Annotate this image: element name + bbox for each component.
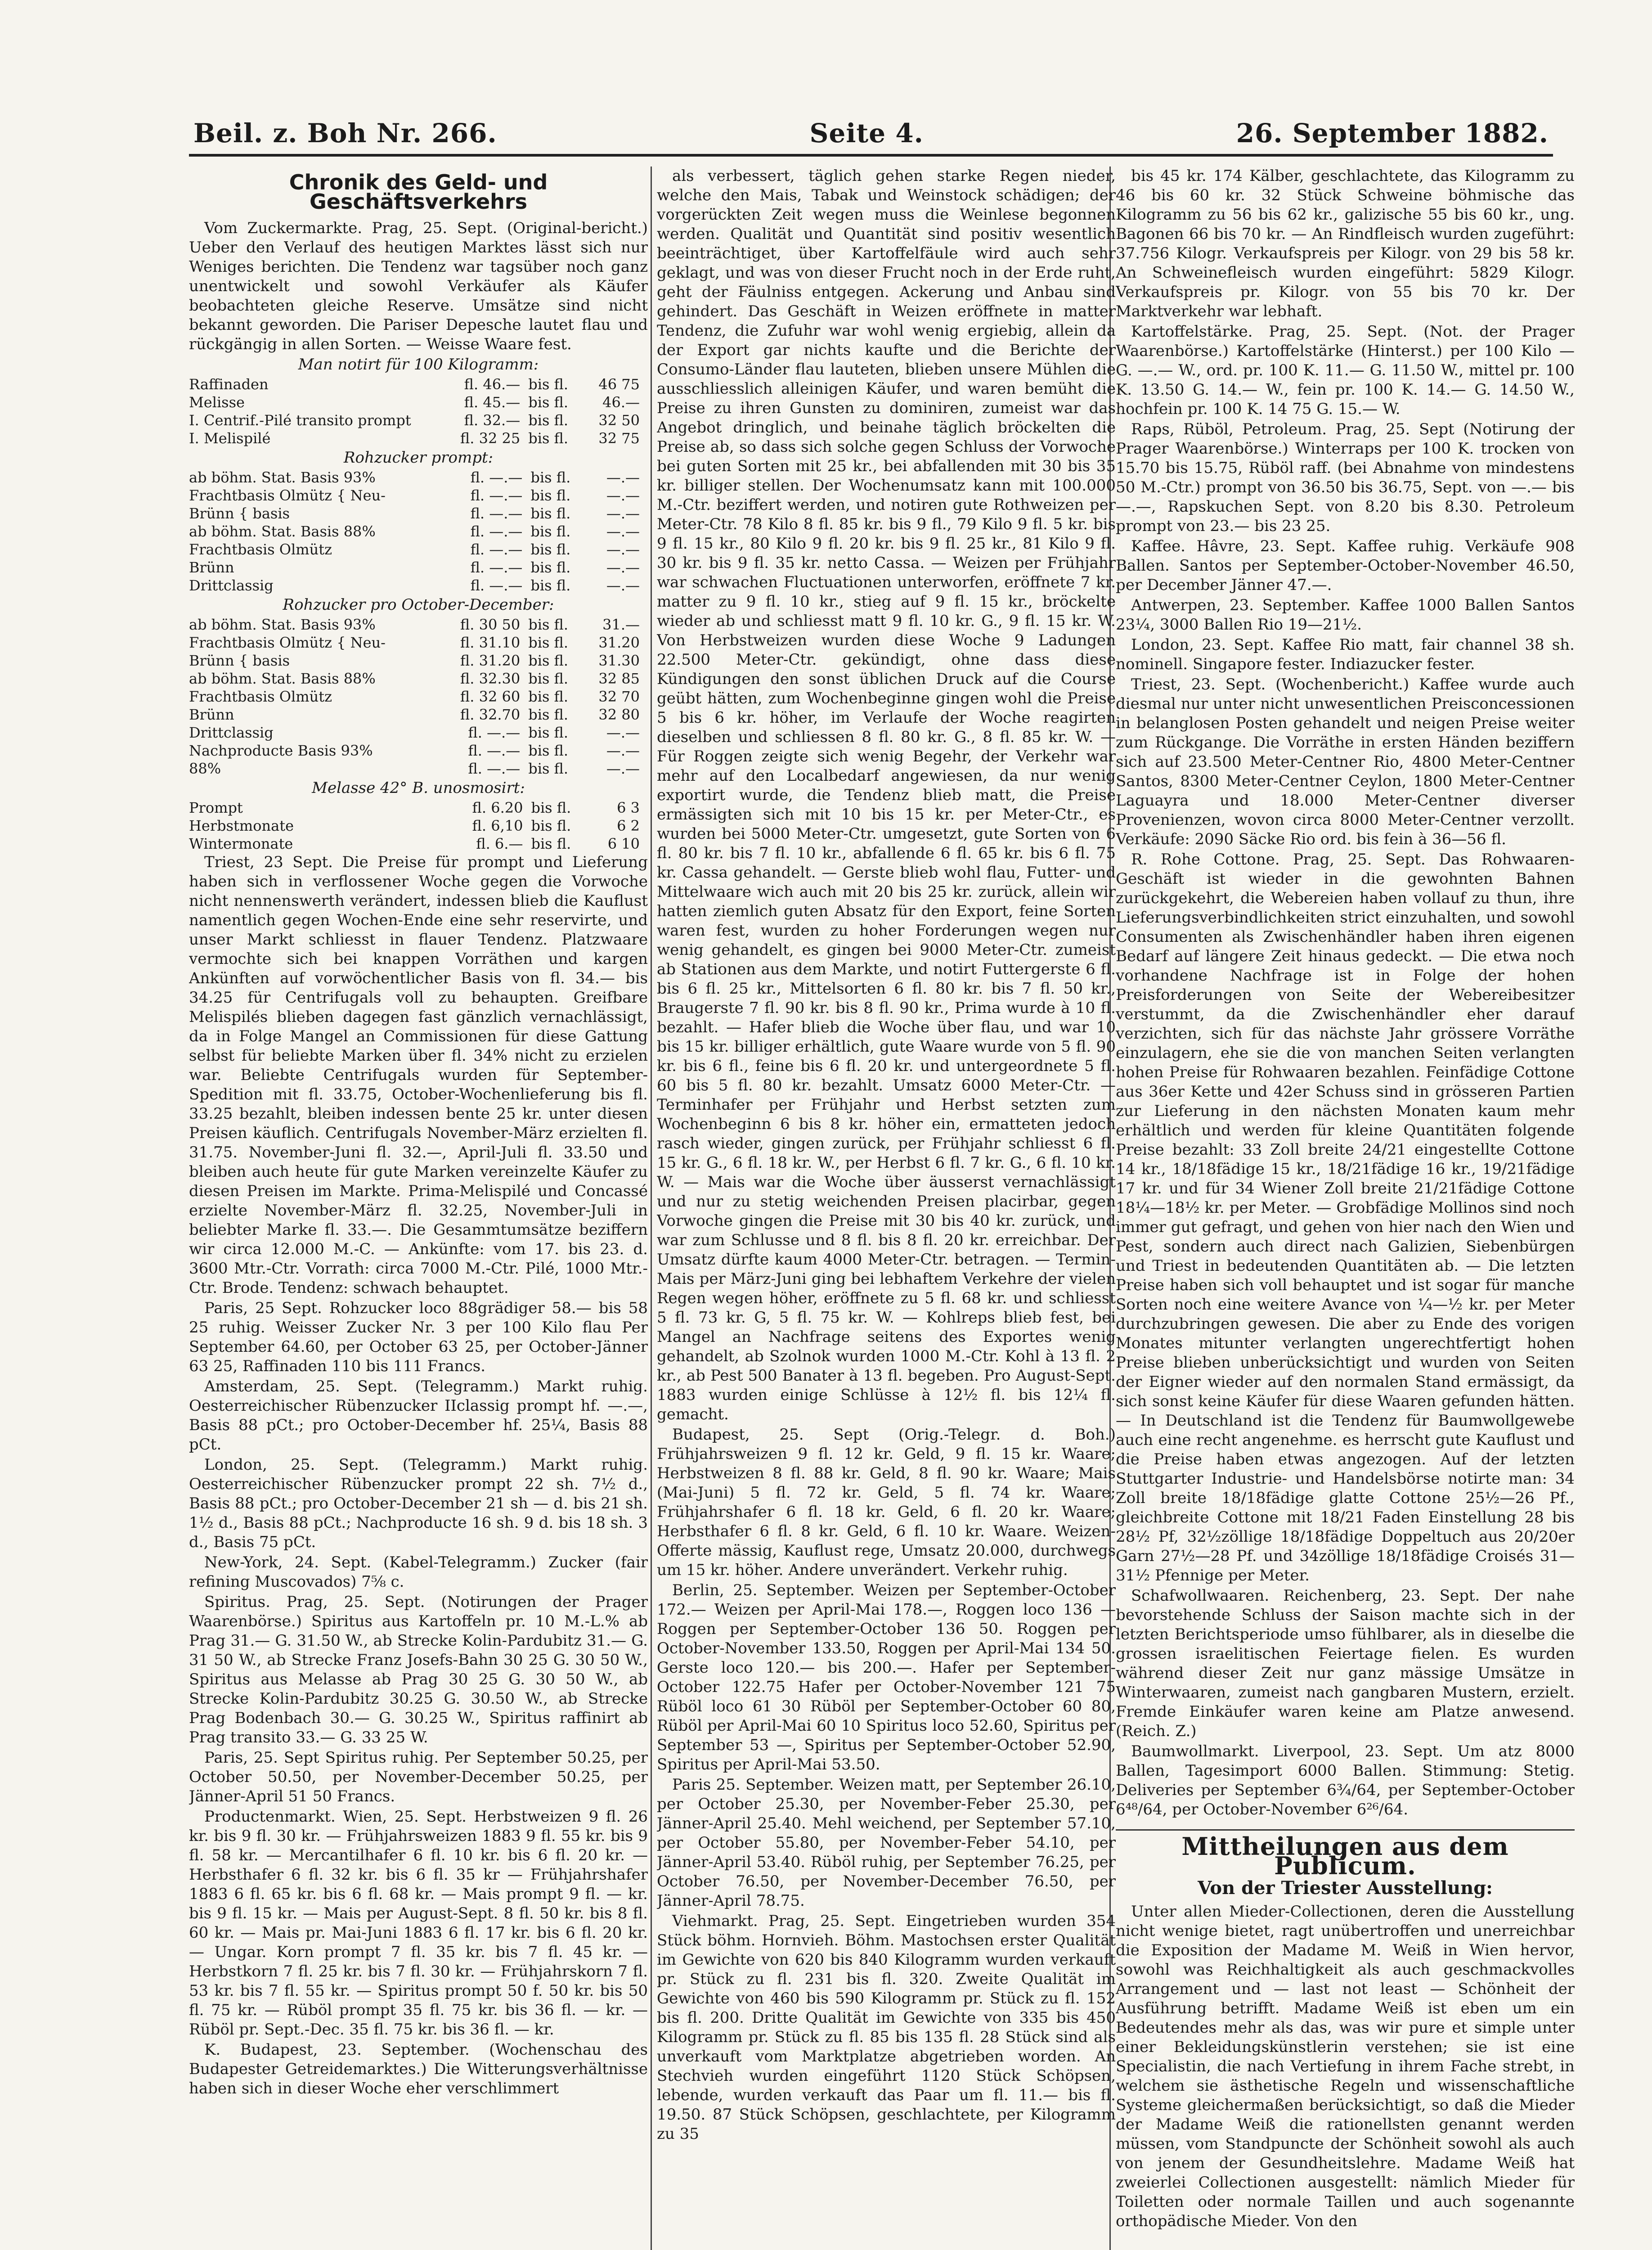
price-to: 32 50	[598, 412, 640, 429]
price-label: Brünn	[189, 559, 234, 576]
price-label: Wintermonate	[189, 835, 293, 852]
price-from: fl. 32.30	[460, 670, 521, 687]
price-separator: bis fl.	[528, 634, 569, 651]
price-separator: bis fl.	[530, 469, 571, 486]
price-from: fl. 32 60	[460, 688, 521, 705]
price-row	[189, 652, 648, 670]
paragraph: Amsterdam, 25. Sept. (Telegramm.) Markt ruhig. Oesterreichischer Rübenzucker IIclassig prompt hf. —.—, Basis 88 pCt.; pro October-December hf. 25¼, Basis 88 pCt.	[189, 1377, 648, 1454]
price-separator: bis fl.	[528, 616, 569, 633]
price-row	[189, 817, 648, 835]
paragraph: Triest, 23 Sept. Die Preise für prompt und Lieferung haben sich in verflossener Woche gegen die Vorwoche nicht nennenswerth verändert, indessen blieb die Kauflust namentlich gegen Wochen-Ende eine sehr reservirte, und unser Markt schliesst in flauer Tendenz. Platzwaare vermochte sich bei knappen Vorräthen und kargen Ankünften auf vorwöchentlicher Basis von fl. 34.— bis 34.25 für Centrifugals voll zu behaupten. Greifbare Melispilés blieben dagegen fast gänzlich vernachlässigt, da in Folge Mangel an Commissionen für diese Gattung selbst für beliebte Marken über fl. 34% nicht zu erzielen war. Beliebte Centrifugals wurden für September-Spedition mit fl. 33.75, October-Wochenlieferung bis fl. 33.25 bezahlt, bleiben indessen bente 25 kr. unter diesen Preisen käuflich. Centrifugals November-März erzielten fl. 31.75. November-Juni fl. 32.—, April-Juli fl. 33.50 und bleiben auch heute für gute Marken vereinzelte Käufer zu diesen Preisen im Markte. Prima-Melispilé und Concassé erzielte November-März fl. 32.25, November-Juli in beliebter Marke fl. 33.—. Die Gesammtumsätze beziffern wir circa 12.000 M.-C. — Ankünfte: vom 17. bis 23. d. 3600 Mtr.-Ctr. Vorrath: circa 7000 M.-Ctr. Pilé, 1000 Mtr.-Ctr. Brode. Tendenz: schwach behauptet.	[189, 853, 648, 1297]
price-label: Melisse	[189, 394, 245, 411]
price-separator: bis fl.	[528, 376, 569, 393]
price-label: ab böhm. Stat. Basis 93%	[189, 616, 376, 633]
price-row	[189, 468, 648, 486]
price-row	[189, 835, 648, 853]
price-table-raw-oct-dec	[189, 616, 648, 778]
price-row	[189, 724, 648, 742]
price-label: ab böhm. Stat. Basis 88%	[189, 670, 376, 687]
price-from: fl. —.—	[468, 724, 521, 741]
price-row	[189, 670, 648, 688]
price-separator: bis fl.	[531, 835, 571, 852]
price-to: —.—	[606, 523, 640, 540]
price-to: 32 80	[598, 706, 640, 723]
paragraph: Kaffee. Hâvre, 23. Sept. Kaffee ruhig. Verkäufe 908 Ballen. Santos per September-October-November 46.50, per December Jänner 47.—.	[1116, 537, 1575, 594]
paragraph: Triest, 23. Sept. (Wochenbericht.) Kaffee wurde auch diesmal nur unter nicht unwesentlichen Preisconcessionen in belanglosen Posten gehandelt und neigen Preise weiter zum Rückgange. Die Vorräthe in ersten Händen beziffern sich auf 23.500 Meter-Centner Rio, 4800 Meter-Centner Santos, 8300 Meter-Centner Ceylon, 1800 Meter-Centner Laguayra und 18.000 Meter-Centner diverser Provenienzen, wovon circa 8000 Meter-Centner verzollt. Verkäufe: 2090 Säcke Rio ord. bis fein à 36—56 fl.	[1116, 675, 1575, 848]
price-from: fl. —.—	[468, 760, 521, 777]
paragraph: Antwerpen, 23. September. Kaffee 1000 Ballen Santos 23¼, 3000 Ballen Rio 19—21½.	[1116, 596, 1575, 634]
price-row	[189, 411, 648, 429]
price-label: Drittclassig	[189, 577, 274, 594]
paragraph: Budapest, 25. Sept (Orig.-Telegr. d. Boh.) Frühjahrsweizen 9 fl. 12 kr. Geld, 9 fl. 15 kr. Waare; Herbstweizen 8 fl. 88 kr. Geld, 8 fl. 90 kr. Waare; Mais (Mai-Juni) 5 fl. 72 kr. Geld, 5 fl. 74 kr. Waare; Frühjahrshafer 6 fl. 18 kr. Geld, 6 fl. 20 kr. Waare; Herbsthafer 6 fl. 8 kr. Geld, 6 fl. 10 kr. Waare. Weizen-Offerte mässig, Kauflust rege, Umsatz 20.000, durchwegs um 15 kr. höher. Andere unverändert. Verkehr ruhig.	[657, 1426, 1116, 1579]
price-to: 32 75	[598, 430, 640, 447]
price-heading-4: Melasse 42° B. unosmosirt:	[312, 779, 525, 797]
price-row	[189, 688, 648, 706]
price-from: fl. 32 25	[460, 430, 521, 447]
paragraph: Unter allen Mieder-Collectionen, deren die Ausstellung nicht wenige bietet, ragt unübertroffen und unerreichbar die Exposition der Madame M. Weiß in Wien hervor, sowohl was Reichhaltigkeit als auch geschmackvolles Arrangement und — last not least — Schönheit der Ausführung betrifft. Madame Weiß ist eben um ein Bedeutendes mehr als das, was wir pure et simple unter einer Bekleidungskünstlerin verstehen; sie ist eine Specialistin, die nach Vertiefung in ihrem Fache strebt, in welchem sie ästhetische Regeln und wissenschaftliche Systeme gleichermaßen berücksichtigt, so daß die Mieder der Madame Weiß die rationellsten genannt werden müssen, vom Standpuncte der Schönheit sowohl als auch von jenem der Gesundheitslehre. Madame Weiß hat zweierlei Collectionen ausgestellt: nämlich Mieder für Toiletten oder normale Taillen und auch sogenannte orthopädische Mieder. Von den	[1116, 1903, 1575, 2230]
header-rule	[189, 154, 1553, 157]
price-separator: bis fl.	[528, 394, 569, 411]
price-to: —.—	[606, 742, 640, 759]
price-to: 6 2	[617, 817, 640, 834]
price-to: —.—	[606, 505, 640, 522]
price-separator: bis fl.	[530, 577, 571, 594]
price-separator: bis fl.	[528, 412, 569, 429]
paragraph: Paris, 25 Sept. Rohzucker loco 88grädiger 58.— bis 58 25 ruhig. Weisser Zucker Nr. 3 per 100 Kilo flau Per September 64.60, per October 63 25, per October-Jänner 63 25, Raffinaden 110 bis 111 Francs.	[189, 1299, 648, 1375]
paragraph: Paris, 25. Sept Spiritus ruhig. Per September 50.25, per October 50.50, per November-December 50.25, per Jänner-April 51 50 Francs.	[189, 1749, 648, 1805]
price-label: Nachproducte Basis 93%	[189, 742, 373, 759]
paragraph: als verbessert, täglich gehen starke Regen nieder, welche den Mais, Tabak und Weinstock schädigen; der vorgerückten Zeit wegen muss die Weinlese begonnen werden. Qualität und Quantität sind positiv wesentlich beeinträchtiget, über Kartoffelfäule wird auch sehr geklagt, und was von dieser Frucht noch in der Erde ruht, geht der Fäulniss entgegen. Ackerung und Anbau sind gehindert. Das Geschäft in Weizen eröffnete in matter Tendenz, die Zufuhr war wohl wenig ergiebig, allein da der Export gar nichts kaufte und die Berichte der Consumo-Länder flau lauteten, blieben unsere Mühlen die ausschliesslich alleinigen Käufer, und waren bemüht die Preise zu ihren Gunsten zu dominiren, zumeist war das Angebot dringlich, und beinahe täglich bröckelten die Preise ab, so dass sich solche gegen Schluss der Vorwoche bei guten Sorten mit 25 kr., bei abfallenden mit 30 bis 35 kr. billiger stellen. Der Wochenumsatz kann mit 100.000 M.-Ctr. beziffert werden, und notiren gute Rothweizen per Meter-Ctr. 78 Kilo 8 fl. 85 kr. bis 9 fl., 79 Kilo 9 fl. 5 kr. bis 9 fl. 15 kr., 80 Kilo 9 fl. 20 kr. bis 9 fl. 25 kr., 81 Kilo 9 fl. 30 kr. bis 9 fl. 35 kr. netto Cassa. — Weizen per Frühjahr war schwachen Fluctuationen unterworfen, eröffnete 7 kr. matter zu 9 fl. 10 kr., stieg auf 9 fl. 15 kr., bröckelte wieder ab und schliesst matt 9 fl. 10 kr. G., 9 fl. 15 kr. W. Von Herbstweizen wurden diese Woche 9 Ladungen 22.500 Meter-Ctr. gekündigt, ohne dass diese Kündigungen den sonst üblichen Druck auf die Course geübt hätten, zum Wochenbeginne gingen wohl die Preise 5 bis 6 kr. höher, im Verlaufe der Woche reagirten dieselben und schliessen 8 fl. 80 kr. G., 8 fl. 85 kr. W. — Für Roggen zeigte sich wenig Begehr, der Verkehr war mehr auf den Localbedarf angewiesen, da nur wenig exportirt wurde, die Tendenz blieb matt, die Preise ermässigten sich mit 10 bis 15 kr. per Meter-Ctr., es wurden bei 5000 Meter-Ctr. umgesetzt, gute Sorten von 6 fl. 80 kr. bis 7 fl. 10 kr., abfallende 6 fl. 65 kr. bis 6 fl. 75 kr. Cassa gehandelt. — Gerste blieb wohl flau, Futter- und Mittelwaare wich auch mit 20 bis 25 kr. zurück, allein wir hatten ziemlich guten Absatz für den Export, feine Sorten waren fest, wurden zu hoher Forderungen wegen nur wenig gehandelt, es gingen bei 9000 Meter-Ctr. zumeist ab Stationen aus dem Markte, und notirt Futtergerste 6 fl. bis 6 fl. 25 kr., Mittelsorten 6 fl. 80 kr. bis 7 fl. 50 kr., Braugerste 7 fl. 90 kr. bis 8 fl. 90 kr., Prima wurde à 10 fl. bezahlt. — Hafer blieb die Woche über flau, und war 10 bis 15 kr. billiger erhältlich, gute Waare wurde von 5 fl. 90 kr. bis 6 fl., feine bis 6 fl. 20 kr. und untergeordnete 5 fl. 60 bis 5 fl. 80 kr. bezahlt. Umsatz 6000 Meter-Ctr. — Terminhafer per Frühjahr und Herbst setzten zum Wochenbeginn 6 bis 8 kr. höher ein, ermatteten jedoch rasch wieder, gingen zurück, per Frühjahr schliesst 6 fl. 15 kr. G., 6 fl. 18 kr. W., per Herbst 6 fl. 7 kr. G., 6 fl. 10 kr. W. — Mais war die Woche über äusserst vernachlässigt und nur zu stetig weichenden Preisen placirbar, gegen Vorwoche gingen die Preise mit 30 bis 40 kr. zurück, und war zum Schlusse und 8 fl. bis 8 fl. 20 kr. erreichbar. Der Umsatz dürfte kaum 4000 Meter-Ctr. betragen. — Termin-Mais per März-Juni ging bei lebhaftem Verkehre der vielen Regen wegen höher, eröffnete zu 5 fl. 68 kr. und schliesst 5 fl. 73 kr. G, 5 fl. 75 kr. W. — Kohlreps blieb fest, bei Mangel an Nachfrage seitens des Exportes wenig gehandelt, ab Szolnok wurden 1000 M.-Ctr. Kohl à 13 fl. 2 kr., ab Pest 500 Banater à 13 fl. begeben. Pro August-Sept. 1883 wurden einige Schlüsse à 12½ fl. bis 12¼ fl. gemacht.	[657, 167, 1116, 1423]
price-to: —.—	[606, 541, 640, 558]
price-table-refined	[189, 375, 648, 447]
price-to: 32 85	[598, 670, 640, 687]
price-row	[189, 634, 648, 652]
price-from: fl. 46.—	[464, 376, 521, 393]
price-label: ab böhm. Stat. Basis 88%	[189, 523, 376, 540]
section-title-chronik: Chronik des Geld- und Geschäftsverkehrs	[289, 170, 548, 214]
price-label: Herbstmonate	[189, 817, 294, 834]
paragraph: New-York, 24. Sept. (Kabel-Telegramm.) Zucker (fair refining Muscovados) 7⅝ c.	[189, 1553, 648, 1591]
price-to: —.—	[606, 487, 640, 504]
paragraph: Schafwollwaaren. Reichenberg, 23. Sept. Der nahe bevorstehende Schluss der Saison machte sich in der letzten Berichtsperiode umso fühlbarer, als in dieselbe die grossen israelitischen Feiertage fielen. Es wurden während dieser Zeit nur ganz mässige Umsätze in Winterwaaren, zumeist nach gangbaren Mustern, erzielt. Fremde Einkäufer waren keine am Platze anwesend. (Reich. Z.)	[1116, 1587, 1575, 1740]
price-heading-2: Rohzucker prompt:	[343, 449, 494, 467]
paragraph: K. Budapest, 23. September. (Wochenschau des Budapester Getreidemarktes.) Die Witterungsverhältnisse haben sich in dieser Woche eher verschlimmert	[189, 2041, 648, 2097]
price-from: fl. 31.20	[460, 652, 521, 669]
price-label: Drittclassig	[189, 724, 274, 741]
paragraph: Raps, Rüböl, Petroleum. Prag, 25. Sept (Notirung der Prager Waarenbörse.) Winterraps per 100 K. trocken von 15.70 bis 15.75, Rüböl raff. (bei Abnahme von mindestens 50 M.-Ctr.) prompt von 36.50 bis 36.75, Sept. von —.— bis —.—, Rapskuchen Sept. von 8.20 bis 8.30. Petroleum prompt von 23.— bis 23 25.	[1116, 420, 1575, 535]
paragraph: London, 25. Sept. (Telegramm.) Markt ruhig. Oesterreichischer Rübenzucker prompt 22 sh. 7½ d., Basis 88 pCt.; pro October-December 21 sh — d. bis 21 sh. 1½ d., Basis 88 pCt.; Nachproducte 16 sh. 9 d. bis 18 sh. 3 d., Basis 75 pCt.	[189, 1456, 648, 1551]
price-from: fl. —.—	[470, 541, 523, 558]
paragraph: bis 45 kr. 174 Kälber, geschlachtete, das Kilogramm zu 46 bis 60 kr. 32 Stück Schweine böhmische das Kilogramm zu 56 bis 62 kr., galizische 55 bis 60 kr., ung. Bagonen 66 bis 70 kr. — An Rindfleisch wurden zugeführt: 37.756 Kilogr. Verkaufspreis per Kilogr. von 29 bis 58 kr. An Schweinefleisch wurden eingeführt: 5829 Kilogr. Verkaufspreis pr. Kilogr. von 55 bis 70 kr. Der Marktverkehr war lebhaft.	[1116, 167, 1575, 320]
price-separator: bis fl.	[528, 760, 569, 777]
price-separator: bis fl.	[528, 670, 569, 687]
price-row	[189, 616, 648, 634]
price-row	[189, 375, 648, 393]
price-separator: bis fl.	[530, 559, 571, 576]
price-separator: bis fl.	[531, 799, 571, 816]
paragraph: Spiritus. Prag, 25. Sept. (Notirungen der Prager Waarenbörse.) Spiritus aus Kartoffeln pr. 10 M.-L.% ab Prag 31.— G. 31.50 W., ab Strecke Kolin-Pardubitz 31.— G. 31 50 W., ab Strecke Franz Josefs-Bahn 30 25 G. 30 50 W., Spiritus aus Melasse ab Prag 30 25 G. 30 50 W., ab Strecke Kolin-Pardubitz 30.25 G. 30.50 W., ab Strecke Prag Bodenbach 30.— G. 30.25 W., Spiritus raffinirt ab Prag transito 33.— G. 33 25 W.	[189, 1593, 648, 1746]
price-separator: bis fl.	[530, 523, 571, 540]
price-from: fl. —.—	[470, 523, 523, 540]
price-row	[189, 393, 648, 411]
price-label: Frachtbasis Olmütz { Neu-	[189, 487, 386, 504]
price-from: fl. 32.70	[460, 706, 521, 723]
price-from: fl. 6.—	[476, 835, 523, 852]
price-label: I. Centrif.-Pilé transito prompt	[189, 412, 411, 429]
price-label: Brünn	[189, 706, 234, 723]
price-row	[189, 799, 648, 817]
price-row	[189, 760, 648, 778]
section-subtitle-triest: Von der Triester Ausstellung:	[1198, 1877, 1493, 1899]
price-separator: bis fl.	[530, 505, 571, 522]
paragraph: Productenmarkt. Wien, 25. Sept. Herbstweizen 9 fl. 26 kr. bis 9 fl. 30 kr. — Frühjahrsweizen 1883 9 fl. 55 kr. bis 9 fl. 58 kr. — Mercantilhafer 6 fl. 10 kr. bis 6 fl. 20 kr. — Herbsthafer 6 fl. 32 kr. bis 6 fl. 35 kr — Frühjahrshafer 1883 6 fl. 65 kr. bis 6 fl. 68 kr. — Mais prompt 9 fl. — kr. bis 9 fl. 15 kr. — Mais per August-Sept. 8 fl. 50 kr. bis 8 fl. 60 kr. — Mais pr. Mai-Juni 1883 6 fl. 17 kr. bis 6 fl. 20 kr. — Ungar. Korn prompt 7 fl. 35 kr. bis 7 fl. 45 kr. — Herbstkorn 7 fl. 25 kr. bis 7 fl. 30 kr. — Frühjahrskorn 7 fl. 53 kr. bis 7 fl. 55 kr. — Spiritus prompt 50 f. 50 kr. bis 50 fl. 75 kr. — Rüböl prompt 35 fl. 75 kr. bis 36 fl. — kr. — Rüböl pr. Sept.-Dec. 35 fl. 75 kr. bis 36 fl. — kr.	[189, 1808, 648, 2038]
price-to: 31.20	[598, 634, 640, 651]
price-from: fl. 45.—	[464, 394, 521, 411]
header-page-number: Seite 4.	[809, 118, 924, 148]
sugar-market-intro: Vom Zuckermarkte. Prag, 25. Sept. (Original-bericht.) Ueber den Verlauf des heutigen Marktes lässt sich nur Weniges berichten. Die Tendenz war tagsüber noch ganz unentwickelt und sowohl Verkäufer als Käufer beobachteten gleiche Reserve. Umsätze sind nicht bekannt geworden. Die Pariser Depesche lautet flau und rückgängig in allen Sorten. — Weisse Waare fest.	[189, 219, 648, 353]
price-from: fl. 6,10	[472, 817, 523, 834]
price-to: —.—	[606, 760, 640, 777]
price-to: 31.30	[598, 652, 640, 669]
price-table-raw-prompt	[189, 468, 648, 594]
price-from: fl. —.—	[468, 742, 521, 759]
price-label: Raffinaden	[189, 376, 269, 393]
price-row	[189, 522, 648, 540]
column-3	[1116, 166, 1575, 2250]
price-from: fl. —.—	[470, 577, 523, 594]
price-label: 88%	[189, 760, 221, 777]
price-to: 31.—	[602, 616, 640, 633]
price-to: 46.—	[602, 394, 640, 411]
header-issue: Beil. z. Boh Nr. 266.	[193, 118, 497, 148]
section-title-mittheilungen: Mittheilungen aus dem Publicum.	[1181, 1832, 1509, 1880]
price-separator: bis fl.	[528, 742, 569, 759]
price-separator: bis fl.	[528, 724, 569, 741]
price-to: —.—	[606, 469, 640, 486]
price-row	[189, 576, 648, 594]
price-to: —.—	[606, 724, 640, 741]
column-rule-1	[651, 166, 652, 2250]
paragraph: Paris 25. September. Weizen matt, per September 26.10, per October 25.30, per November-Feber 25.30, per Jänner-April 25.40. Mehl weichend, per September 57.10, per October 55.80, per November-Feber 54.10, per Jänner-April 53.40. Rüböl ruhig, per September 76.25, per October 76.50, per November-December 76.50, per Jänner-April 78.75.	[657, 1776, 1116, 1910]
price-row	[189, 558, 648, 576]
price-from: fl. 6.20	[472, 799, 523, 816]
price-separator: bis fl.	[530, 541, 571, 558]
price-from: fl. —.—	[470, 559, 523, 576]
paragraph: Viehmarkt. Prag, 25. Sept. Eingetrieben wurden 354 Stück böhm. Hornvieh. Böhm. Mastochsen erster Qualität im Gewichte von 620 bis 840 Kilogramm wurden verkauft pr. Stück zu fl. 231 bis fl. 320. Zweite Qualität im Gewichte von 460 bis 590 Kilogramm pr. Stück zu fl. 152 bis fl. 200. Dritte Qualität im Gewichte von 335 bis 450 Kilogramm pr. Stück zu fl. 85 bis 135 fl. 28 Stück sind als unverkauft vom Marktplatze abgetrieben worden. An Stechvieh wurden eingeführt 1120 Stück Schöpsen, lebende, wurden verkauft das Paar um fl. 11.— bis fl. 19.50. 87 Stück Schöpsen, geschlachtete, per Kilogramm zu 35	[657, 1912, 1116, 2143]
price-separator: bis fl.	[531, 817, 571, 834]
column-1-paragraphs	[189, 853, 648, 2098]
page-header	[193, 108, 1549, 148]
section-divider	[1116, 1829, 1575, 1831]
price-label: ab böhm. Stat. Basis 93%	[189, 469, 376, 486]
price-separator: bis fl.	[528, 430, 569, 447]
price-separator: bis fl.	[528, 706, 569, 723]
price-from: fl. —.—	[470, 505, 523, 522]
price-separator: bis fl.	[528, 688, 569, 705]
price-separator: bis fl.	[528, 652, 569, 669]
column-1	[189, 166, 648, 2250]
price-heading-3: Rohzucker pro October-December:	[283, 596, 554, 614]
price-row	[189, 486, 648, 504]
price-from: fl. —.—	[470, 469, 523, 486]
price-label: Brünn { basis	[189, 505, 290, 522]
header-date: 26. September 1882.	[1236, 118, 1549, 148]
price-row	[189, 706, 648, 724]
paragraph: R. Rohe Cottone. Prag, 25. Sept. Das Rohwaaren-Geschäft ist wieder in die gewohnten Bahnen zurückgekehrt, die Webereien haben vollauf zu thun, ihre Lieferungsverbindlichkeiten strict einzuhalten, und sowohl Consumenten als Zwischenhändler haben ihren eigenen Bedarf auf längere Zeit hinaus gedeckt. — Die etwa noch vorhandene Nachfrage ist in Folge der hohen Preisforderungen von Seite der Webereibesitzer verstummt, da die Zwischenhändler eher darauf verzichten, sich für das nächste Jahr grössere Vorräthe einzulagern, ehe sie die von manchen Seiten verlangten hohen Preise für Rohwaaren bezahlen. Feinfädige Cottone aus 36er Kette und 42er Schuss sind in grösseren Partien zur Lieferung in den nächsten Monaten kaum mehr erhältlich und werden für kleine Quantitäten folgende Preise bezahlt: 33 Zoll breite 24/21 eingestellte Cottone 14 kr., 18/18fädige 15 kr., 18/21fädige 16 kr., 19/21fädige 17 kr. und für 34 Wiener Zoll breite 21/21fädige Cottone 18¼—18½ kr. per Meter. — Grobfädige Mollinos sind noch immer gut gefragt, und gehen von hier nach den Wien und Pest, sondern auch direct nach Galizien, Siebenbürgen und Triest in bedeutenden Quantitäten ab. — Die letzten Preise haben sich voll behauptet und ist sogar für manche Sorten noch eine weitere Avance von ¼—½ kr. per Meter durchzubringen gewesen. Die aber zu Ende des vorigen Monates mitunter verlangten ungerechtfertigt hohen Preise blieben unberücksichtigt und wurden von Seiten der Eigner wieder auf den normalen Stand ermässigt, da sich sonst keine Käufer für diese Waaren gefunden hätten. — In Deutschland ist die Tendenz für Baumwollgewebe auch eine recht angenehme. es herrscht gute Kauflust und die Preise haben etwas angezogen. Auf der letzten Stuttgarter Industrie- und Handelsbörse notirte man: 34 Zoll breite 18/18fädige glatte Cottone 25½—26 Pf., gleichbreite Cottone mit 18/21 Faden Einstellung 28 bis 28½ Pf, 32½zöllige 18/18fädige Doppeltuch aus 20/20er Garn 27½—28 Pf. und 34zöllige 18/18fädige Croisés 31—31½ Pfennige per Meter.	[1116, 850, 1575, 1584]
price-row	[189, 540, 648, 558]
price-from: fl. 32.—	[464, 412, 521, 429]
paragraph: London, 23. Sept. Kaffee Rio matt, fair channel 38 sh. nominell. Singapore fester. Indiazucker fester.	[1116, 636, 1575, 673]
paragraph: Kartoffelstärke. Prag, 25. Sept. (Not. der Prager Waarenbörse.) Kartoffelstärke (Hinterst.) per 100 Kilo — G. —.— W., ord. pr. 100 K. 11.— G. 11.50 W., mittel pr. 100 K. 13.50 G. 14.— W., fein pr. 100 K. 14.— G. 14.50 W., hochfein pr. 100 K. 14 75 G. 15.— W.	[1116, 323, 1575, 418]
price-heading-1: Man notirt für 100 Kilogramm:	[298, 356, 539, 374]
price-label: Frachtbasis Olmütz	[189, 541, 332, 558]
price-from: fl. 31.10	[460, 634, 521, 651]
price-from: fl. 30 50	[460, 616, 521, 633]
price-to: —.—	[606, 577, 640, 594]
price-label: Brünn { basis	[189, 652, 290, 669]
price-from: fl. —.—	[470, 487, 523, 504]
price-label: Prompt	[189, 799, 243, 816]
price-label: I. Melispilé	[189, 430, 271, 447]
paragraph: Baumwollmarkt. Liverpool, 23. Sept. Um atz 8000 Ballen, Tagesimport 6000 Ballen. Stimmung: Stetig. Deliveries per September 6¾/64, per September-October 6⁴⁸/64, per October-November 6²⁶/64.	[1116, 1742, 1575, 1818]
price-table-molasses	[189, 799, 648, 853]
price-row	[189, 429, 648, 447]
price-to: —.—	[606, 559, 640, 576]
price-to: 6 10	[607, 835, 640, 852]
price-row	[189, 742, 648, 760]
price-row	[189, 504, 648, 522]
paragraph: Berlin, 25. September. Weizen per September-October 172.— Weizen per April-Mai 178.—, Roggen loco 136 — Roggen per September-October 136 50. Roggen per October-November 133.50, Roggen per April-Mai 134 50. Gerste loco 120.— bis 200.—. Hafer per September-October 122.75 Hafer per October-November 121 75 Rüböl loco 61 30 Rüböl per September-October 60 80, Rüböl per April-Mai 60 10 Spiritus loco 52.60, Spiritus per September 53 —, Spiritus per September-October 52.90, Spiritus per April-Mai 53.50.	[657, 1581, 1116, 1773]
column-2	[657, 166, 1116, 2250]
price-label: Frachtbasis Olmütz { Neu-	[189, 634, 386, 651]
price-to: 6 3	[617, 799, 640, 816]
price-separator: bis fl.	[530, 487, 571, 504]
price-to: 46 75	[598, 376, 640, 393]
price-label: Frachtbasis Olmütz	[189, 688, 332, 705]
price-to: 32 70	[598, 688, 640, 705]
